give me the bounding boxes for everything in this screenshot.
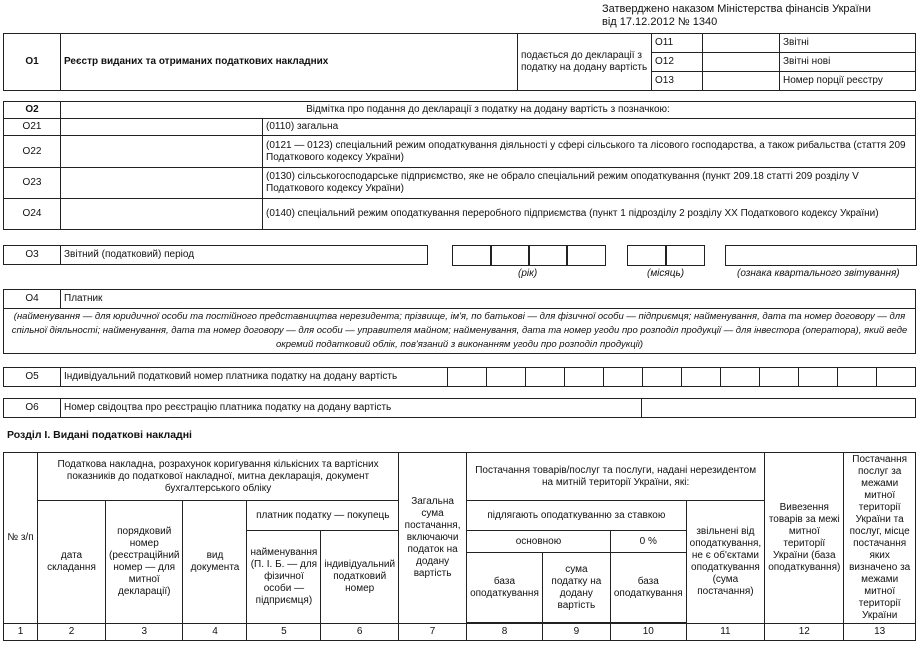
o4-code: О4 (4, 290, 61, 309)
s1-h-services: Постачання послуг за межами митної території України та послуг, місце постачання яких визначено за межами митної території України (844, 453, 916, 624)
o3-year-box-3[interactable] (528, 245, 568, 266)
o3-month-box-2[interactable] (665, 245, 705, 266)
o6-value[interactable] (642, 399, 916, 418)
s1-col-num: 8 (467, 624, 543, 641)
o6-label: Номер свідоцтва про реєстрацію платника податку на додану вартість (61, 399, 642, 418)
o23-text: (0130) сільськогосподарське підприємство, яке не обрало спеціальний режим оподаткування (пункт 209.18 статті 209 розділу V Податкового кодексу України) (263, 168, 916, 199)
s1-h-order: порядковий номер (реєстраційний номер — для митної декларації) (106, 501, 183, 624)
o24-mark[interactable] (61, 199, 263, 230)
s1-col-num: 6 (321, 624, 399, 641)
o4-table (3, 289, 916, 354)
o4-note: (найменування — для юридичної особи та постійного представництва нерезидента; прізвище, ім'я, по батькові — для фізичної особи — підприємця; найменування, дата та номер договору — для спільної діяльності; найменування, дата та номер договору — для особи — управителя майном; найменування, дата та номер угоди про розподіл продукції — для інвестора (оператора), який веде окремий податковий облік, пов'язаний з виконанням угоди про розподіл продукції) (4, 309, 916, 354)
s1-h-type: вид документа (183, 501, 247, 624)
s1-col-num: 5 (247, 624, 321, 641)
o3-table (3, 245, 428, 265)
o6-table (3, 398, 916, 418)
o1-submitted: подається до декларації з податку на додану вартість (518, 34, 652, 91)
s1-h-base1: база оподаткування (467, 553, 543, 623)
o3-year-box-1[interactable] (452, 245, 492, 266)
o3-year-box-4[interactable] (566, 245, 606, 266)
o5-label: Індивідуальний податковий номер платника податку на додану вартість (61, 368, 448, 387)
s1-col-num: 3 (106, 624, 183, 641)
o3-quarter-box[interactable] (725, 245, 917, 266)
o2-code: О2 (4, 102, 61, 119)
o22-code: О22 (4, 136, 61, 168)
o1-title: Реєстр виданих та отриманих податкових накладних (61, 34, 518, 91)
o24-code: О24 (4, 199, 61, 230)
o5-digit[interactable] (487, 368, 526, 387)
o3-year-box-2[interactable] (490, 245, 530, 266)
s1-h-ipn: індивідуальний податковий номер (321, 531, 399, 624)
s1-h-base2: база оподаткування (610, 553, 686, 623)
s1-col-num: 11 (686, 624, 765, 641)
s1-h-doc: Податкова накладна, розрахунок коригування кількісних та вартісних показників до податкової накладної, митна декларація, документ бухгалтерського обліку (38, 453, 399, 501)
s1-col-num: 10 (610, 624, 686, 641)
approval-line-1: Затверджено наказом Міністерства фінансів України (602, 3, 871, 15)
o5-digit[interactable] (721, 368, 760, 387)
s1-col-num: 1 (4, 624, 38, 641)
s1-h-buyer: платник податку — покупець (247, 501, 399, 531)
o5-digit[interactable] (799, 368, 838, 387)
o5-code: О5 (4, 368, 61, 387)
o1-code: О1 (4, 34, 61, 91)
s1-col-num: 9 (542, 624, 610, 641)
approval-note (602, 3, 871, 29)
s1-h-name: найменування (П. І. Б. — для фізичної особи — підприємця) (247, 531, 321, 624)
o5-digit[interactable] (565, 368, 604, 387)
s1-col-num: 2 (38, 624, 106, 641)
o12-label: Звітні нові (780, 53, 916, 72)
o5-digit[interactable] (604, 368, 643, 387)
o22-text: (0121 — 0123) спеціальний режим оподаткування діяльності у сфері сільського та лісового господарства, а також рибальства (стаття 209 Податкового кодексу України) (263, 136, 916, 168)
o23-mark[interactable] (61, 168, 263, 199)
o3-month-caption: (місяць) (647, 268, 685, 279)
o12-code: О12 (652, 53, 703, 72)
o12-value[interactable] (703, 53, 780, 72)
o11-label: Звітні (780, 34, 916, 53)
o2-header: Відмітка про подання до декларації з податку на додану вартість з позначкою: (61, 102, 916, 119)
o11-value[interactable] (703, 34, 780, 53)
section1-title: Розділ I. Видані податкові накладні (7, 429, 192, 441)
s1-h-basic: основною (467, 531, 611, 553)
o3-year-caption: (рік) (518, 268, 538, 279)
s1-col-num: 4 (183, 624, 247, 641)
s1-col-num: 13 (844, 624, 916, 641)
o24-text: (0140) спеціальний режим оподаткування переробного підприємства (пункт 1 підрозділу 2 розділу XX Податкового кодексу України) (263, 199, 916, 230)
o21-text: (0110) загальна (263, 119, 916, 136)
s1-col-num: 12 (765, 624, 844, 641)
o5-digit[interactable] (877, 368, 916, 387)
o4-label: Платник (61, 290, 916, 309)
o5-table (3, 367, 916, 387)
o1-table (3, 33, 916, 91)
o23-code: О23 (4, 168, 61, 199)
o3-month-box-1[interactable] (627, 245, 667, 266)
o13-code: О13 (652, 72, 703, 91)
s1-h-num: № з/п (4, 453, 38, 624)
s1-h-export: Вивезення товарів за межі митної території України (база оподаткування) (765, 453, 844, 624)
o3-code: О3 (4, 246, 61, 265)
o5-digit[interactable] (838, 368, 877, 387)
o13-label: Номер порції реєстру (780, 72, 916, 91)
o5-digit[interactable] (760, 368, 799, 387)
section1-table (3, 452, 916, 641)
o5-digit[interactable] (526, 368, 565, 387)
o21-code: О21 (4, 119, 61, 136)
o22-mark[interactable] (61, 136, 263, 168)
o3-label: Звітний (податковий) період (61, 246, 428, 265)
s1-h-taxable: підлягають оподаткуванню за ставкою (467, 501, 687, 531)
s1-h-zero: 0 % (610, 531, 686, 553)
o13-value[interactable] (703, 72, 780, 91)
o21-mark[interactable] (61, 119, 263, 136)
approval-line-2: від 17.12.2012 № 1340 (602, 16, 718, 28)
s1-h-supply: Постачання товарів/послуг та послуги, надані нерезидентом на митній території України, які: (467, 453, 765, 501)
s1-h-total: Загальна сума постачання, включаючи податок на додану вартість (399, 453, 467, 624)
s1-h-date: дата складання (38, 501, 106, 624)
o5-digit[interactable] (448, 368, 487, 387)
o5-digit[interactable] (682, 368, 721, 387)
o11-code: О11 (652, 34, 703, 53)
s1-col-num: 7 (399, 624, 467, 641)
o6-code: О6 (4, 399, 61, 418)
o2-table (3, 101, 916, 230)
s1-h-exempt: звільнені від оподаткування, не є об'єктами оподаткування (сума постачання) (686, 501, 765, 624)
o5-digit[interactable] (643, 368, 682, 387)
s1-h-vat: сума податку на додану вартість (542, 553, 610, 623)
o3-quarter-caption: (ознака квартального звітування) (737, 268, 900, 279)
